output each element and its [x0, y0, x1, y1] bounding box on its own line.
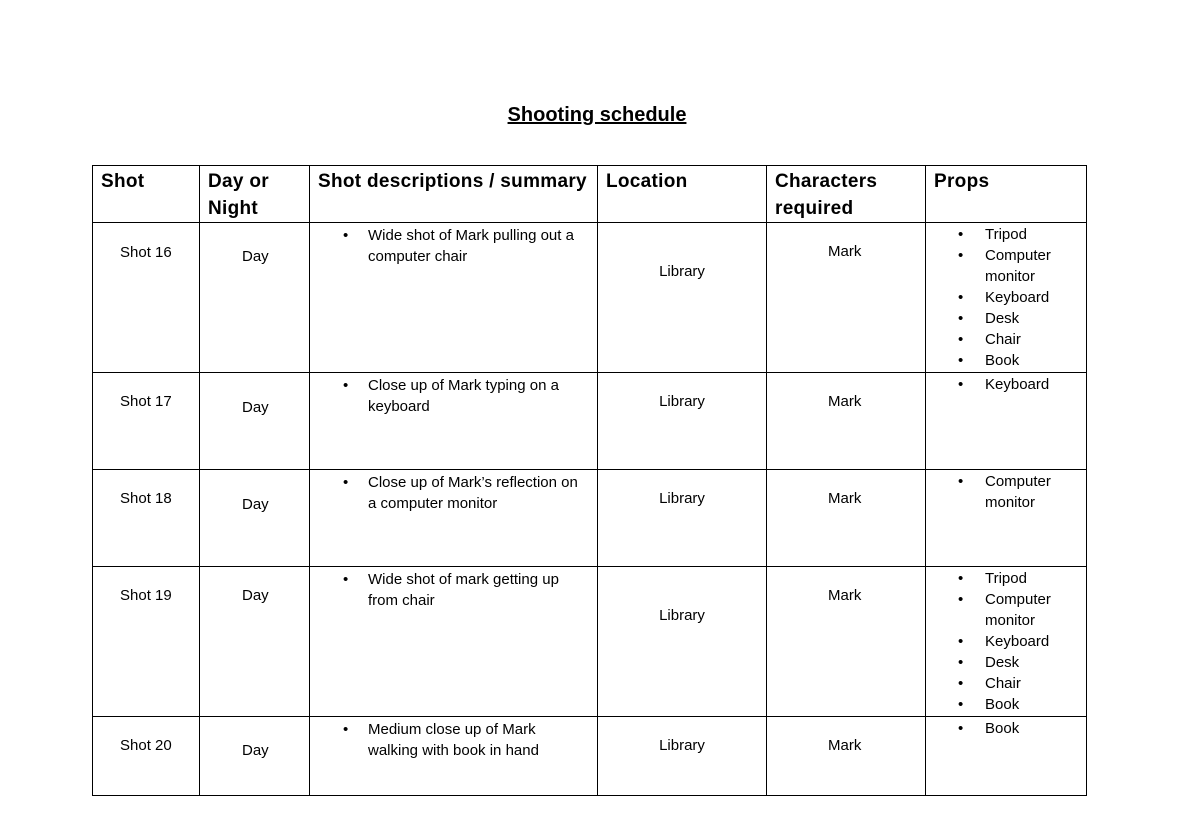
location-label: Library: [659, 737, 705, 754]
list-item: [926, 308, 1082, 329]
shot-cell: [93, 373, 200, 470]
list-item: [926, 718, 1082, 739]
bullet-icon: •: [958, 591, 964, 608]
list-item: [310, 719, 589, 761]
bullet-icon: •: [958, 570, 964, 587]
day-label: Day: [242, 587, 269, 604]
shot-cell: [93, 223, 200, 373]
day-label: Day: [242, 399, 269, 416]
bullet-icon: •: [958, 473, 964, 490]
prop-item: Book: [985, 720, 1020, 737]
shot-label: Shot 16: [120, 244, 172, 261]
characters-cell: [767, 223, 926, 373]
prop-item: Desk: [985, 654, 1020, 671]
characters-label: Mark: [828, 587, 862, 604]
day-label: Day: [242, 496, 269, 513]
header-row: [93, 166, 1087, 223]
table-row: [93, 717, 1087, 796]
bullet-icon: •: [343, 721, 349, 738]
location-label: Library: [659, 393, 705, 410]
location-cell: [598, 373, 767, 470]
prop-item: Computer monitor: [985, 591, 1051, 629]
characters-cell: [767, 717, 926, 796]
list-item: [926, 568, 1082, 589]
day-label: Day: [242, 248, 269, 265]
header-location: Location: [598, 166, 767, 223]
list-item: [310, 569, 589, 611]
location-cell: [598, 717, 767, 796]
description-text: Medium close up of Mark walking with book in hand: [368, 721, 539, 759]
shooting-schedule-table: [92, 165, 1087, 796]
bullet-icon: •: [958, 331, 964, 348]
day-cell: [200, 373, 310, 470]
header-characters: Characters required: [767, 166, 926, 223]
shot-label: Shot 18: [120, 490, 172, 507]
bullet-icon: •: [343, 227, 349, 244]
bullet-icon: •: [958, 289, 964, 306]
description-text: Close up of Mark’s reflection on a computer monitor: [368, 474, 578, 512]
location-cell: [598, 470, 767, 567]
list-item: [926, 631, 1082, 652]
prop-item: Tripod: [985, 226, 1027, 243]
prop-item: Keyboard: [985, 376, 1050, 393]
description-text: Wide shot of mark getting up from chair: [368, 571, 559, 609]
table-row: [93, 373, 1087, 470]
prop-item: Computer monitor: [985, 473, 1051, 511]
list-item: [926, 224, 1082, 245]
bullet-icon: •: [343, 377, 349, 394]
day-cell: [200, 223, 310, 373]
prop-item: Book: [985, 352, 1020, 369]
shot-label: Shot 19: [120, 587, 172, 604]
table-row: [93, 223, 1087, 373]
bullet-icon: •: [343, 571, 349, 588]
shot-cell: [93, 567, 200, 717]
props-cell: [926, 470, 1087, 567]
prop-item: Chair: [985, 331, 1021, 348]
shot-cell: [93, 470, 200, 567]
description-text: Close up of Mark typing on a keyboard: [368, 377, 559, 415]
list-item: [310, 375, 589, 417]
location-cell: [598, 567, 767, 717]
props-cell: [926, 717, 1087, 796]
props-cell: [926, 223, 1087, 373]
bullet-icon: •: [958, 310, 964, 327]
shot-label: Shot 17: [120, 393, 172, 410]
list-item: [926, 287, 1082, 308]
location-cell: [598, 223, 767, 373]
prop-item: Desk: [985, 310, 1020, 327]
header-description: Shot descriptions / summary: [310, 166, 598, 223]
header-shot: Shot: [93, 166, 200, 223]
description-cell: [310, 567, 598, 717]
location-label: Library: [659, 263, 705, 280]
table-row: [93, 567, 1087, 717]
header-props: Props: [926, 166, 1087, 223]
props-cell: [926, 567, 1087, 717]
location-label: Library: [659, 490, 705, 507]
day-label: Day: [242, 742, 269, 759]
list-item: [926, 652, 1082, 673]
day-cell: [200, 717, 310, 796]
table-row: [93, 470, 1087, 567]
list-item: [926, 374, 1082, 395]
location-label: Library: [659, 607, 705, 624]
list-item: [310, 472, 589, 514]
bullet-icon: •: [958, 633, 964, 650]
prop-item: Book: [985, 696, 1020, 713]
day-cell: [200, 470, 310, 567]
bullet-icon: •: [958, 376, 964, 393]
description-text: Wide shot of Mark pulling out a computer chair: [368, 227, 574, 265]
prop-item: Computer monitor: [985, 247, 1051, 285]
page-title: Shooting schedule: [507, 104, 687, 126]
bullet-icon: •: [958, 226, 964, 243]
list-item: [926, 471, 1082, 513]
characters-cell: [767, 567, 926, 717]
prop-item: Keyboard: [985, 289, 1050, 306]
shot-cell: [93, 717, 200, 796]
bullet-icon: •: [958, 247, 964, 264]
list-item: [926, 245, 1082, 287]
prop-item: Chair: [985, 675, 1021, 692]
header-day-or-night: Day or Night: [200, 166, 310, 223]
list-item: [310, 225, 589, 267]
bullet-icon: •: [958, 675, 964, 692]
bullet-icon: •: [958, 352, 964, 369]
description-cell: [310, 470, 598, 567]
characters-label: Mark: [828, 243, 862, 260]
characters-label: Mark: [828, 393, 862, 410]
description-cell: [310, 717, 598, 796]
list-item: [926, 350, 1082, 371]
list-item: [926, 589, 1082, 631]
list-item: [926, 329, 1082, 350]
list-item: [926, 673, 1082, 694]
bullet-icon: •: [958, 654, 964, 671]
prop-item: Keyboard: [985, 633, 1050, 650]
shot-label: Shot 20: [120, 737, 172, 754]
props-cell: [926, 373, 1087, 470]
characters-label: Mark: [828, 737, 862, 754]
bullet-icon: •: [958, 696, 964, 713]
characters-cell: [767, 470, 926, 567]
description-cell: [310, 373, 598, 470]
characters-label: Mark: [828, 490, 862, 507]
characters-cell: [767, 373, 926, 470]
list-item: [926, 694, 1082, 715]
day-cell: [200, 567, 310, 717]
description-cell: [310, 223, 598, 373]
prop-item: Tripod: [985, 570, 1027, 587]
bullet-icon: •: [343, 474, 349, 491]
bullet-icon: •: [958, 720, 964, 737]
